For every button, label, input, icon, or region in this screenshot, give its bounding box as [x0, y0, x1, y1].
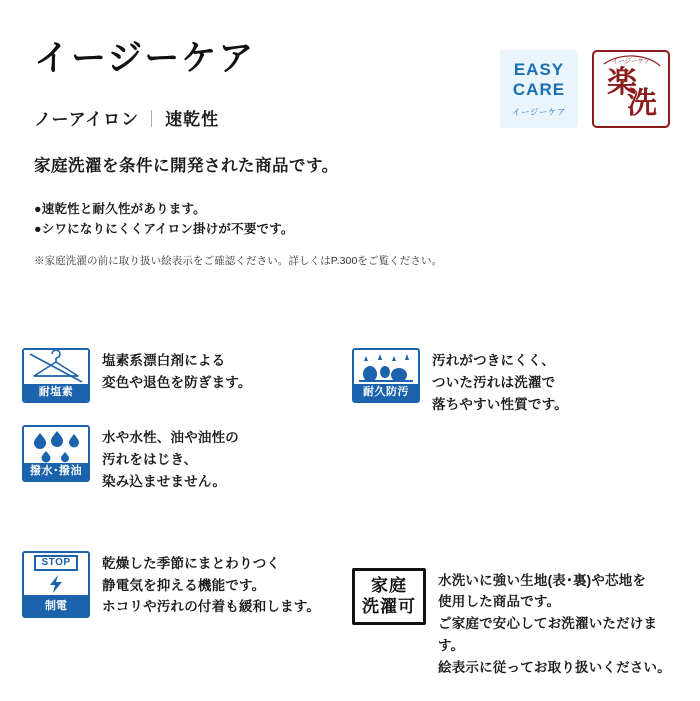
feature-text-line: 乾燥した季節にまとわりつく	[102, 555, 281, 571]
bullet-list	[34, 199, 670, 240]
features-right-column	[352, 348, 678, 701]
footnote: ※家庭洗濯の前に取り扱い絵表示をご確認ください。詳しくはP.300をご覧ください。	[34, 254, 443, 267]
icon-caption-line2: 洗濯可	[362, 596, 416, 616]
feature-item	[22, 551, 352, 619]
feature-text-line: 絵表示に従ってお取り扱いください。	[438, 660, 671, 676]
rakuarai-seal-logo	[592, 50, 670, 128]
features-left-column	[22, 348, 352, 640]
icon-caption-line1: 家庭	[371, 575, 407, 595]
feature-text-line: 汚れがつきにくく、	[432, 353, 556, 368]
water-oil-repellent-icon	[22, 425, 90, 482]
feature-item	[352, 568, 678, 679]
feature-item	[352, 348, 678, 416]
bullet-item: ●シワになりにくくアイロン掛けが不要です。	[34, 222, 294, 237]
feature-text	[102, 551, 320, 619]
feature-text-line: 水や水性、油や油性の	[102, 430, 239, 446]
hanger-bleach-icon	[22, 348, 90, 403]
icon-box	[22, 425, 90, 482]
home-washable-icon	[352, 568, 426, 626]
feature-item	[22, 348, 352, 403]
easy-care-line1: EASY	[513, 60, 565, 80]
icon-caption: 耐久防汚	[354, 384, 418, 401]
feature-item	[22, 425, 352, 493]
rakuarai-svg	[592, 50, 670, 128]
icon-caption: 制電	[24, 595, 88, 616]
feature-text	[102, 348, 252, 394]
easy-care-logo	[500, 50, 578, 128]
svg-text:洗: 洗	[627, 87, 657, 120]
antistatic-stop-icon	[22, 551, 90, 618]
feature-text-line: 落ちやすい性質です。	[432, 396, 568, 412]
feature-text-line: ご家庭で安心してお洗濯いただけます。	[438, 616, 658, 654]
feature-text-line: 変色や退色を防ぎます。	[102, 374, 252, 390]
stop-badge-row	[24, 553, 88, 573]
stop-badge: STOP	[34, 555, 77, 571]
feature-text-line: 染み込ませません。	[102, 473, 227, 489]
icon-art	[24, 350, 88, 384]
feature-text-line: ホコリや汚れの付着も緩和します。	[102, 599, 321, 615]
feature-text-line: 使用した商品です。	[438, 594, 561, 610]
icon-caption: 撥水･撥油	[24, 463, 88, 480]
icon-box	[22, 348, 90, 403]
easy-care-line2: CARE	[512, 80, 566, 99]
bullet-item: ●速乾性と耐久性があります。	[34, 201, 206, 216]
feature-text-line: 塩素系漂白剤による	[102, 353, 226, 368]
icon-box	[352, 568, 426, 626]
bolt-glyph	[46, 574, 66, 594]
lightning-bolt-icon	[24, 573, 88, 595]
feature-text	[438, 568, 678, 679]
icon-art	[24, 427, 88, 463]
svg-text:楽: 楽	[607, 66, 637, 99]
header	[34, 39, 670, 267]
feature-text	[432, 348, 568, 416]
feature-text-line: 汚れをはじき、	[102, 451, 198, 467]
page-title: イージーケア	[34, 39, 256, 78]
icon-art	[354, 350, 418, 384]
subtitle-separator: ｜	[143, 109, 162, 129]
lead-text: 家庭洗濯を条件に開発された商品です。	[34, 156, 339, 175]
icon-caption: 耐塩素	[24, 384, 88, 401]
icon-box	[22, 551, 90, 618]
hanger-glyph	[24, 350, 88, 384]
subtitle-left: ノーアイロン	[34, 109, 140, 129]
repelled-dirt-glyph	[354, 350, 418, 384]
feature-text	[102, 425, 239, 493]
feature-text-line: 静電気を抑える機能です。	[102, 577, 266, 593]
svg-text:イージーケア: イージーケア	[611, 58, 651, 65]
icon-box	[352, 348, 420, 403]
feature-text-line: 水洗いに強い生地(表･裏)や芯地を	[438, 572, 647, 588]
feature-text-line: ついた汚れは洗濯で	[432, 374, 556, 390]
easy-care-line3: イージーケア	[512, 106, 566, 117]
subtitle-right: 速乾性	[165, 109, 220, 129]
stain-resistant-icon	[352, 348, 420, 403]
droplets-glyph	[24, 427, 88, 463]
logo-group	[500, 50, 670, 128]
